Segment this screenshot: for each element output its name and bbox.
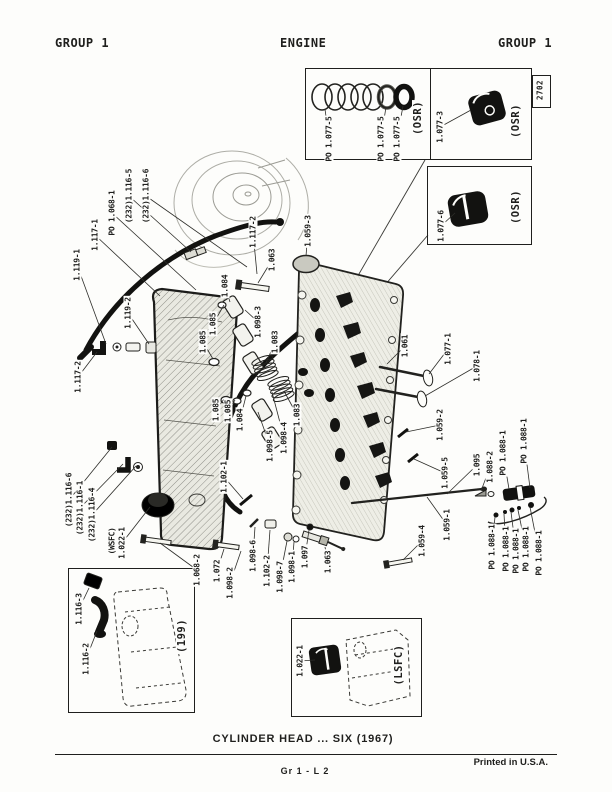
inset-leader-line [352,160,425,286]
part-label: 1.077-3 [435,111,445,143]
part-label: PO 1.068-1 [107,190,117,236]
part-label: 1.119-1 [72,249,82,281]
part-label: (LSFC) [393,644,405,686]
part-label: PO 1.088-1 [521,526,531,572]
part-label: 1.072 [212,559,222,583]
part-label: 1.102-1 [219,461,229,493]
part-label: 1.095 [472,453,482,477]
header-group-left: GROUP 1 [55,36,110,50]
part-label: 1.098-6 [248,540,258,572]
header-group-right: GROUP 1 [498,36,553,50]
part-label: PO 1.088-1 [519,418,529,464]
part-label: PO 1.077-5 [392,116,402,162]
part-label: 1.098-2 [225,567,235,599]
part-label: 1.063 [267,248,277,272]
stud [398,429,408,437]
part-label: 1.077-1 [443,333,453,365]
part-label: 1.022-1 [295,645,305,677]
part-label: 1.084 [235,408,245,432]
part-label: PO 1.077-5 [376,116,386,162]
part-label: 1.061 [400,334,410,358]
part-label: 1.098-4 [279,422,289,454]
part-label: 1.059-5 [440,457,450,489]
part-label: PO 1.088-1 [498,430,508,476]
head-bolt [236,280,270,294]
part-label: 1.117-1 [90,219,100,251]
figure-caption: CYLINDER HEAD ... SIX (1967) [212,733,394,745]
part-label: 1.085 [211,398,221,422]
part-label: 1.077-6 [436,210,446,242]
page-code: Gr 1 - L 2 [280,766,330,776]
part-label: 1.078-1 [472,350,482,382]
stud [408,454,418,462]
part-label: 1.083 [270,330,280,354]
part-label: PO 1.088-1 [511,528,521,574]
part-label: 1.084 [220,274,230,298]
part-label: 1.117-2 [248,216,258,248]
part-label: (WSFC) [107,527,117,555]
part-label: PO 1.088-1 [534,530,544,576]
part-label: 1.085 [208,312,218,336]
part-label: 1.098-3 [253,306,263,338]
part-label: PO 1.088-1 [487,524,497,570]
part-label: 1.059-2 [435,409,445,441]
part-label: 1.116-2 [81,643,91,675]
part-label: 1.063 [323,550,333,574]
part-label: 1.059-4 [417,525,427,557]
part-label: 1.083 [292,403,302,427]
part-label: 1.059-1 [442,509,452,541]
part-label: 1.022-1 [117,527,127,559]
spring-retainer [298,368,308,376]
part-label: PO 1.077-5 [324,116,334,162]
part-label: 1.102-2 [262,555,272,587]
footer-rule [55,754,557,755]
part-label: (232)1.116-1 [75,480,85,536]
part-label: 1.068-2 [192,554,202,586]
part-label: 1.097 [300,545,310,569]
part-label: 1.117-2 [73,361,83,393]
part-label: 2702 [535,79,545,101]
part-label: (232)1.116-6 [141,168,151,224]
part-label: (232)1.116-6 [64,472,74,528]
part-label: 1.098-7 [275,561,285,593]
part-label: (199) [176,618,188,654]
part-label: 1.059-3 [303,215,313,247]
part-label: 1.098-1 [287,551,297,583]
part-label: 1.085 [198,330,208,354]
oil-line-fittings [475,484,546,524]
page-title: ENGINE [280,36,327,50]
part-label: 1.088-2 [485,451,495,483]
hose-end-fitting [276,218,284,226]
spring-retainer [304,389,314,397]
part-label: 1.098-5 [265,430,275,462]
part-label: (OSR) [412,100,424,136]
part-label: (OSR) [510,103,522,139]
part-label: (OSR) [510,189,522,225]
part-label: 1.119-2 [123,297,133,329]
part-label: (232)1.116-5 [124,168,134,224]
part-label: 1.085 [223,399,233,423]
part-label: 1.116-3 [74,593,84,625]
part-label: (232)1.116-4 [87,487,97,543]
part-label: PO 1.088-1 [501,526,511,572]
printed-in-usa: Printed in U.S.A. [473,757,548,768]
core-hole-plug [293,256,319,273]
